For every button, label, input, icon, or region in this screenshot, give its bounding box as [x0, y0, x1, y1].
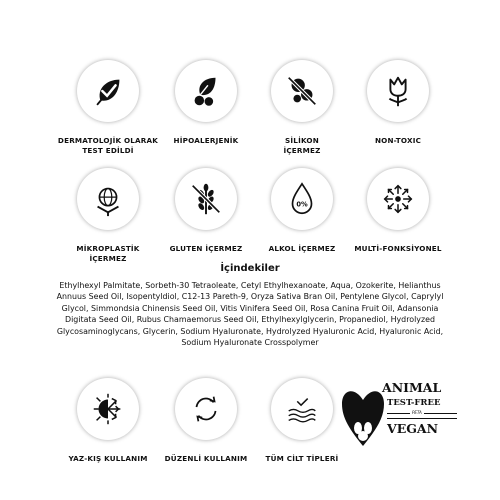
badge-label: DERMATOLOJİK OLARAK TEST EDİLDİ — [57, 136, 159, 155]
ingredients-title: İçindekiler — [220, 263, 280, 274]
sun-snowflake-icon — [77, 378, 139, 440]
tulip-flower-icon — [367, 60, 429, 122]
ingredients-text: Ethylhexyl Palmitate, Sorbeth-30 Tetraoleate, Cetyl Ethylhexanoate, Aqua, Ozokerite, Helianthus Annuus Seed Oil, Isopentyldiol, C12-13 Pareth-9, Oryza Sativa Bran Oil, Pentylene Glycol, Caprylyl Glycol, Simmondsia Chinensis Seed Oil, Vitis Vinifera Seed Oil, Rosa Canina Fruit Oil, Adansonia Digitata Seed Oil, Rubus Chamaemorus Seed Oil, Ethylhexylglycerin, Propanediol, Hydrolyzed Glycosaminoglycans, Glycerin, Sodium Hyaluronate, Hydrolyzed Hyaluronic Acid, Hyaluronic Acid, Sodium Hyaluronate Crosspolymer — [56, 281, 444, 348]
refresh-cycle-icon — [175, 378, 237, 440]
percent-text: 0% — [296, 200, 308, 209]
badge-non-toxic — [338, 60, 458, 146]
badge-label: DÜZENLİ KULLANIM — [164, 454, 248, 463]
badge-label: HİPOALERJENİK — [173, 136, 239, 145]
badge-label: ALKOL İÇERMEZ — [268, 244, 336, 253]
dermatology-leaf-check-icon — [77, 60, 139, 122]
silicone-crossed-icon — [271, 60, 333, 122]
drop-zero-percent-icon — [271, 168, 333, 230]
badge-label: GLUTEN İÇERMEZ — [169, 244, 243, 253]
bunny-heart-icon — [340, 380, 386, 450]
badge-label: SİLİKON İÇERMEZ — [283, 136, 321, 155]
badge-multi-functional — [338, 168, 458, 254]
badge-label: MULTİ-FONKSİYONEL — [354, 244, 442, 253]
animal-test-free-vegan-logo — [340, 372, 460, 462]
skin-layers-check-icon — [271, 378, 333, 440]
globe-microplastic-icon — [77, 168, 139, 230]
vegan-logo-line3: VEGAN — [387, 421, 439, 436]
vegan-logo-brand: PETA — [412, 410, 422, 415]
badge-label: MİKROPLASTİK İÇERMEZ — [76, 244, 140, 263]
multi-arrows-icon — [367, 168, 429, 230]
vegan-logo-line2: TEST-FREE — [387, 398, 441, 408]
vegan-logo-line1: ANIMAL — [382, 380, 442, 395]
wheat-crossed-icon — [175, 168, 237, 230]
vegan-logo-divider — [387, 418, 457, 419]
badge-label: NON-TOXIC — [374, 136, 422, 145]
badge-label: TÜM CİLT TİPLERİ — [265, 454, 339, 463]
leaf-berries-icon — [175, 60, 237, 122]
badge-label: YAZ-KIŞ KULLANIM — [68, 454, 148, 463]
